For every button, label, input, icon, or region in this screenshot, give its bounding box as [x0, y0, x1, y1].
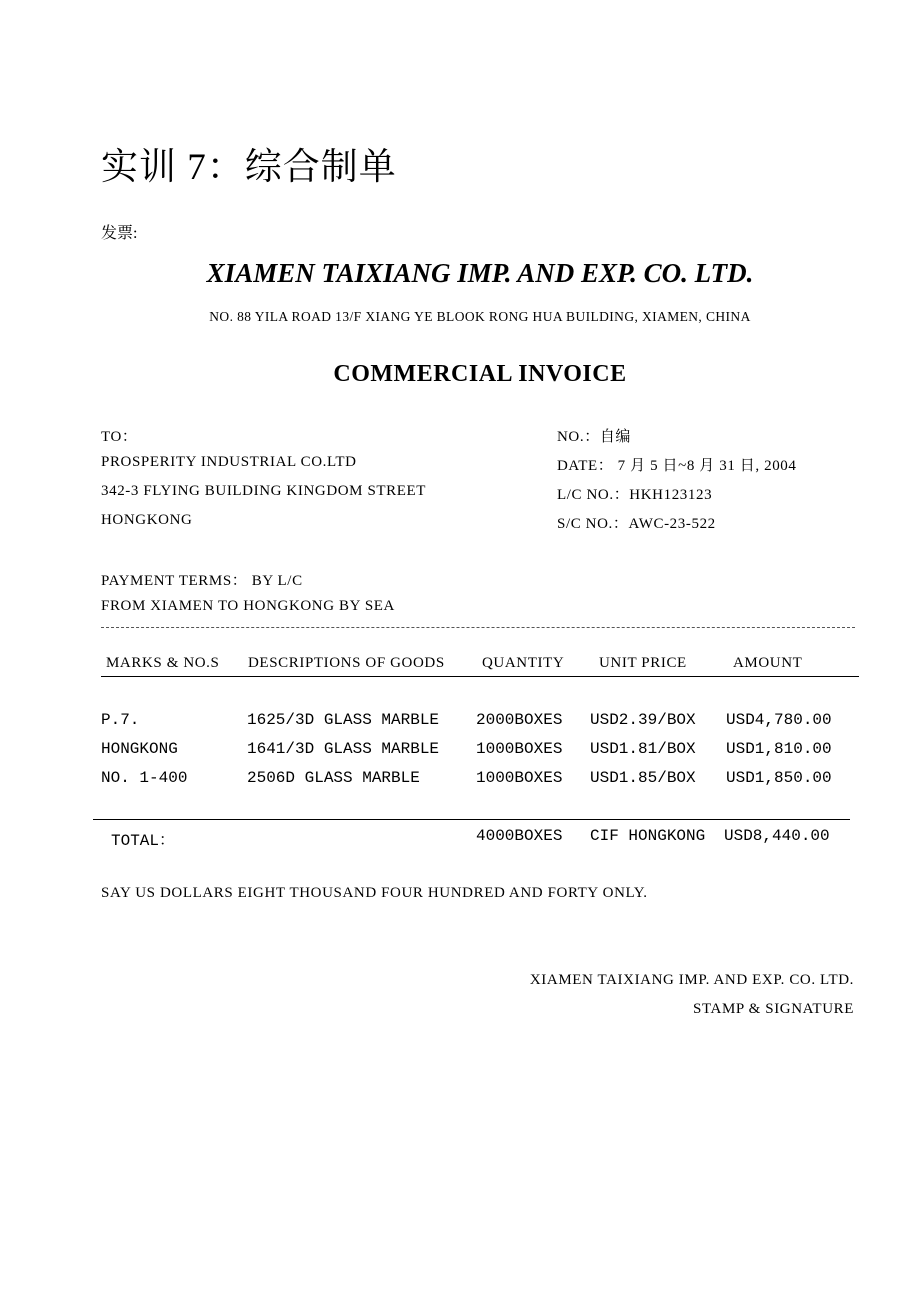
section-label: 发票: [101, 225, 138, 242]
row-3-marks: NO. 1-400 [101, 769, 188, 787]
row-1-description: 1625/3D GLASS MARBLE [247, 711, 440, 729]
signature-company: XIAMEN TAIXIANG IMP. AND EXP. CO. LTD. [529, 972, 854, 988]
row-2-amount: USD1,810.00 [726, 740, 832, 758]
header-marks: MARKS & NO.S [106, 655, 220, 671]
header-quantity: QUANTITY [482, 655, 565, 671]
row-3-amount: USD1,850.00 [726, 769, 832, 787]
lc-number: L/C NO.：HKH123123 [557, 487, 713, 503]
invoice-number: NO.：自编 [557, 429, 632, 445]
stamp-signature-label: STAMP & SIGNATURE [693, 1001, 854, 1017]
row-2-marks: HONGKONG [101, 740, 178, 758]
row-2-description: 1641/3D GLASS MARBLE [247, 740, 440, 758]
row-1-amount: USD4,780.00 [726, 711, 832, 729]
row-2-unit-price: USD1.81/BOX [590, 740, 696, 758]
sc-number: S/C NO.：AWC-23-522 [557, 516, 716, 532]
consignee-address-2: HONGKONG [101, 512, 193, 528]
consignee-address-1: 342-3 FLYING BUILDING KINGDOM STREET [101, 483, 427, 499]
company-name: XIAMEN TAIXIANG IMP. AND EXP. CO. LTD. [206, 258, 754, 288]
invoice-date: DATE： 7 月 5 日~8 月 31 日, 2004 [557, 458, 797, 474]
header-rule [101, 676, 859, 677]
header-amount: AMOUNT [733, 655, 803, 671]
row-3-unit-price: USD1.85/BOX [590, 769, 696, 787]
dashed-divider [101, 627, 855, 628]
to-label: TO： [101, 429, 138, 445]
shipping-route: FROM XIAMEN TO HONGKONG BY SEA [101, 598, 395, 614]
row-1-unit-price: USD2.39/BOX [590, 711, 696, 729]
total-amount: USD8,440.00 [724, 827, 830, 845]
amount-in-words: SAY US DOLLARS EIGHT THOUSAND FOUR HUNDRED AND FORTY ONLY. [101, 885, 648, 901]
payment-terms: PAYMENT TERMS： BY L/C [101, 573, 303, 589]
row-3-quantity: 1000BOXES [476, 769, 563, 787]
total-rule [93, 819, 850, 820]
total-terms: CIF HONGKONG [590, 827, 706, 845]
row-3-description: 2506D GLASS MARBLE [247, 769, 420, 787]
header-description: DESCRIPTIONS OF GOODS [248, 655, 445, 671]
row-1-quantity: 2000BOXES [476, 711, 563, 729]
row-2-quantity: 1000BOXES [476, 740, 563, 758]
total-label: TOTAL： [111, 832, 176, 850]
consignee-name: PROSPERITY INDUSTRIAL CO.LTD [101, 454, 357, 470]
company-address: NO. 88 YILA ROAD 13/F XIANG YE BLOOK RONG HUA BUILDING, XIAMEN, CHINA [209, 309, 751, 324]
total-quantity: 4000BOXES [476, 827, 563, 845]
row-1-marks: P.7. [101, 711, 140, 729]
header-unit-price: UNIT PRICE [599, 655, 687, 671]
document-title: COMMERCIAL INVOICE [333, 361, 627, 387]
page-heading: 实训 7：综合制单 [101, 147, 397, 188]
